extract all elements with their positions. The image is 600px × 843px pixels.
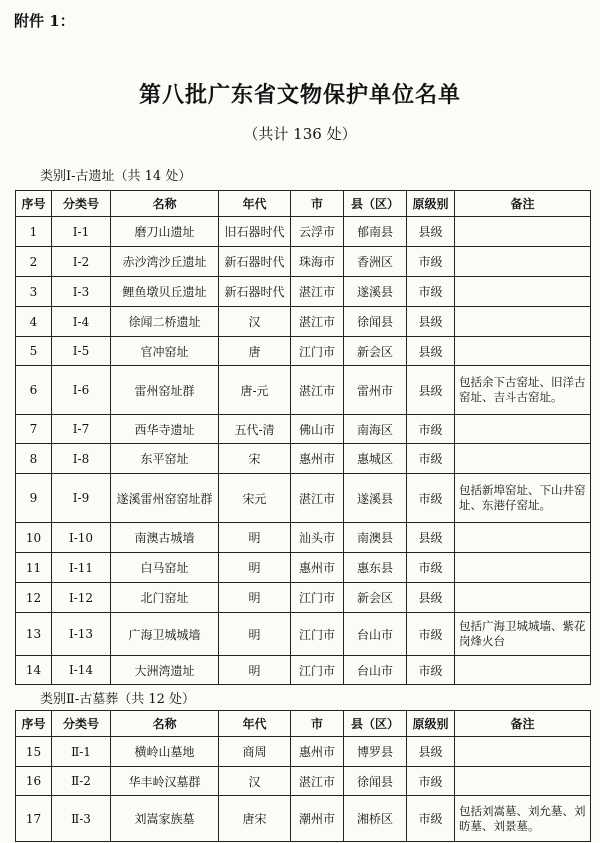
cell-name: 遂溪雷州窑窑址群 [111, 474, 219, 523]
cell-name: 徐闻二桥遗址 [111, 307, 219, 337]
cell-era: 明 [219, 656, 291, 685]
cell-city: 珠海市 [291, 247, 344, 277]
city-header: 市 [291, 711, 344, 737]
table-row [16, 307, 591, 337]
cell-code: Ⅱ-1 [52, 737, 111, 767]
county-header: 县（区） [344, 711, 407, 737]
name-header: 名称 [111, 191, 219, 217]
cell-level: 市级 [407, 656, 455, 685]
cell-county: 徐闻县 [344, 767, 407, 796]
cell-code: Ⅰ-3 [52, 277, 111, 307]
cell-name: 横岭山墓地 [111, 737, 219, 767]
cell-code: Ⅰ-4 [52, 307, 111, 337]
cell-county: 徐闻县 [344, 307, 407, 337]
cell-level: 市级 [407, 553, 455, 583]
cell-code: Ⅰ-8 [52, 444, 111, 474]
page-subtitle: （共计 136 处） [243, 125, 357, 143]
code-header: 分类号 [52, 711, 111, 737]
cell-county: 雷州市 [344, 366, 407, 415]
table-row [16, 415, 591, 444]
cell-level: 市级 [407, 613, 455, 656]
cell-level: 县级 [407, 337, 455, 366]
cell-level: 县级 [407, 307, 455, 337]
cell-code: Ⅰ-1 [52, 217, 111, 247]
cell-name: 鲤鱼墩贝丘遗址 [111, 277, 219, 307]
cell-note [455, 656, 591, 685]
cell-city: 潮州市 [291, 796, 344, 842]
cell-seq: 11 [16, 553, 52, 583]
cell-code: Ⅰ-2 [52, 247, 111, 277]
cell-code: Ⅰ-13 [52, 613, 111, 656]
category-label-2: 类别Ⅱ-古墓葬（共 12 处） [40, 692, 196, 707]
cell-era: 新石器时代 [219, 277, 291, 307]
cell-county: 南澳县 [344, 523, 407, 553]
cell-seq: 8 [16, 444, 52, 474]
table-row [16, 474, 591, 523]
table-row [16, 217, 591, 247]
cell-code: Ⅰ-10 [52, 523, 111, 553]
table-row [16, 737, 591, 767]
table-row [16, 553, 591, 583]
cell-county: 湘桥区 [344, 796, 407, 842]
name-header: 名称 [111, 711, 219, 737]
cell-seq: 5 [16, 337, 52, 366]
cell-note [455, 217, 591, 247]
cell-city: 惠州市 [291, 553, 344, 583]
cell-seq: 13 [16, 613, 52, 656]
table-row [16, 583, 591, 613]
table-row [16, 337, 591, 366]
table-row [16, 523, 591, 553]
cell-city: 湛江市 [291, 307, 344, 337]
cell-note [455, 247, 591, 277]
cell-seq: 6 [16, 366, 52, 415]
cell-level: 市级 [407, 796, 455, 842]
table-header-row [16, 191, 591, 217]
cell-note [455, 277, 591, 307]
seq-header: 序号 [16, 711, 52, 737]
cell-seq: 4 [16, 307, 52, 337]
cell-name: 白马窑址 [111, 553, 219, 583]
cell-era: 唐 [219, 337, 291, 366]
cell-level: 县级 [407, 366, 455, 415]
cell-name: 磨刀山遗址 [111, 217, 219, 247]
cell-note [455, 307, 591, 337]
cell-seq: 9 [16, 474, 52, 523]
cell-level: 市级 [407, 415, 455, 444]
cell-name: 大洲湾遗址 [111, 656, 219, 685]
cell-name: 北门窑址 [111, 583, 219, 613]
cell-city: 云浮市 [291, 217, 344, 247]
cell-era: 汉 [219, 307, 291, 337]
note-header: 备注 [455, 191, 591, 217]
era-header: 年代 [219, 191, 291, 217]
cell-seq: 7 [16, 415, 52, 444]
cell-note: 包括新埠窑址、下山井窑址、东港仔窑址。 [455, 474, 591, 523]
cell-era: 商周 [219, 737, 291, 767]
table-row [16, 444, 591, 474]
cell-city: 湛江市 [291, 474, 344, 523]
cell-era: 明 [219, 583, 291, 613]
cell-note: 包括余下古窑址、旧洋古窑址、吉斗古窑址。 [455, 366, 591, 415]
table-row [16, 247, 591, 277]
cell-name: 南澳古城墙 [111, 523, 219, 553]
cell-seq: 14 [16, 656, 52, 685]
cell-level: 市级 [407, 247, 455, 277]
cell-city: 江门市 [291, 583, 344, 613]
cell-era: 明 [219, 613, 291, 656]
cell-era: 汉 [219, 767, 291, 796]
cell-city: 湛江市 [291, 366, 344, 415]
cell-name: 官冲窑址 [111, 337, 219, 366]
cell-note: 包括广海卫城城墙、紫花岗烽火台 [455, 613, 591, 656]
table-row [16, 796, 591, 842]
cell-county: 遂溪县 [344, 474, 407, 523]
cell-level: 市级 [407, 277, 455, 307]
cell-seq: 16 [16, 767, 52, 796]
cell-code: Ⅰ-5 [52, 337, 111, 366]
table-row [16, 366, 591, 415]
heritage-table-category-1 [15, 190, 591, 685]
cell-era: 明 [219, 553, 291, 583]
cell-note: 包括刘嵩墓、刘允墓、刘昉墓、刘景墓。 [455, 796, 591, 842]
cell-name: 刘嵩家族墓 [111, 796, 219, 842]
code-header: 分类号 [52, 191, 111, 217]
cell-city: 惠州市 [291, 444, 344, 474]
cell-code: Ⅰ-6 [52, 366, 111, 415]
cell-level: 市级 [407, 474, 455, 523]
note-header: 备注 [455, 711, 591, 737]
table-row [16, 277, 591, 307]
seq-header: 序号 [16, 191, 52, 217]
cell-code: Ⅰ-14 [52, 656, 111, 685]
level-header: 原级别 [407, 711, 455, 737]
table-row [16, 767, 591, 796]
cell-county: 新会区 [344, 337, 407, 366]
cell-level: 市级 [407, 444, 455, 474]
cell-city: 湛江市 [291, 767, 344, 796]
table-header-row [16, 711, 591, 737]
cell-code: Ⅰ-12 [52, 583, 111, 613]
table-row [16, 656, 591, 685]
heritage-table-category-2 [15, 710, 591, 842]
cell-level: 县级 [407, 523, 455, 553]
cell-note [455, 583, 591, 613]
cell-era: 宋 [219, 444, 291, 474]
cell-code: Ⅱ-3 [52, 796, 111, 842]
cell-name: 雷州窑址群 [111, 366, 219, 415]
cell-note [455, 415, 591, 444]
cell-county: 新会区 [344, 583, 407, 613]
cell-level: 市级 [407, 767, 455, 796]
cell-level: 县级 [407, 217, 455, 247]
cell-county: 台山市 [344, 656, 407, 685]
city-header: 市 [291, 191, 344, 217]
county-header: 县（区） [344, 191, 407, 217]
cell-city: 汕头市 [291, 523, 344, 553]
cell-note [455, 337, 591, 366]
cell-note [455, 737, 591, 767]
cell-name: 广海卫城城墙 [111, 613, 219, 656]
cell-code: Ⅱ-2 [52, 767, 111, 796]
cell-county: 香洲区 [344, 247, 407, 277]
cell-seq: 1 [16, 217, 52, 247]
category-label-1: 类别Ⅰ-古遗址（共 14 处） [40, 169, 192, 184]
page-title: 第八批广东省文物保护单位名单 [138, 82, 461, 108]
cell-county: 南海区 [344, 415, 407, 444]
cell-seq: 3 [16, 277, 52, 307]
cell-level: 县级 [407, 583, 455, 613]
cell-code: Ⅰ-7 [52, 415, 111, 444]
cell-era: 唐-元 [219, 366, 291, 415]
cell-note [455, 767, 591, 796]
cell-era: 新石器时代 [219, 247, 291, 277]
cell-code: Ⅰ-11 [52, 553, 111, 583]
cell-era: 旧石器时代 [219, 217, 291, 247]
cell-county: 台山市 [344, 613, 407, 656]
cell-level: 县级 [407, 737, 455, 767]
cell-code: Ⅰ-9 [52, 474, 111, 523]
cell-note [455, 444, 591, 474]
cell-seq: 2 [16, 247, 52, 277]
cell-county: 博罗县 [344, 737, 407, 767]
cell-era: 五代-清 [219, 415, 291, 444]
cell-seq: 12 [16, 583, 52, 613]
cell-era: 宋元 [219, 474, 291, 523]
cell-city: 江门市 [291, 337, 344, 366]
cell-county: 郁南县 [344, 217, 407, 247]
cell-name: 西华寺遗址 [111, 415, 219, 444]
cell-era: 唐宋 [219, 796, 291, 842]
cell-name: 东平窑址 [111, 444, 219, 474]
cell-city: 江门市 [291, 613, 344, 656]
cell-city: 惠州市 [291, 737, 344, 767]
cell-note [455, 523, 591, 553]
cell-name: 华丰岭汉墓群 [111, 767, 219, 796]
cell-county: 惠东县 [344, 553, 407, 583]
cell-city: 江门市 [291, 656, 344, 685]
cell-note [455, 553, 591, 583]
cell-seq: 15 [16, 737, 52, 767]
cell-seq: 10 [16, 523, 52, 553]
era-header: 年代 [219, 711, 291, 737]
level-header: 原级别 [407, 191, 455, 217]
cell-city: 佛山市 [291, 415, 344, 444]
table-row [16, 613, 591, 656]
cell-name: 赤沙湾沙丘遗址 [111, 247, 219, 277]
cell-era: 明 [219, 523, 291, 553]
cell-city: 湛江市 [291, 277, 344, 307]
cell-seq: 17 [16, 796, 52, 842]
cell-county: 遂溪县 [344, 277, 407, 307]
attachment-label: 附件 1： [14, 12, 75, 30]
cell-county: 惠城区 [344, 444, 407, 474]
